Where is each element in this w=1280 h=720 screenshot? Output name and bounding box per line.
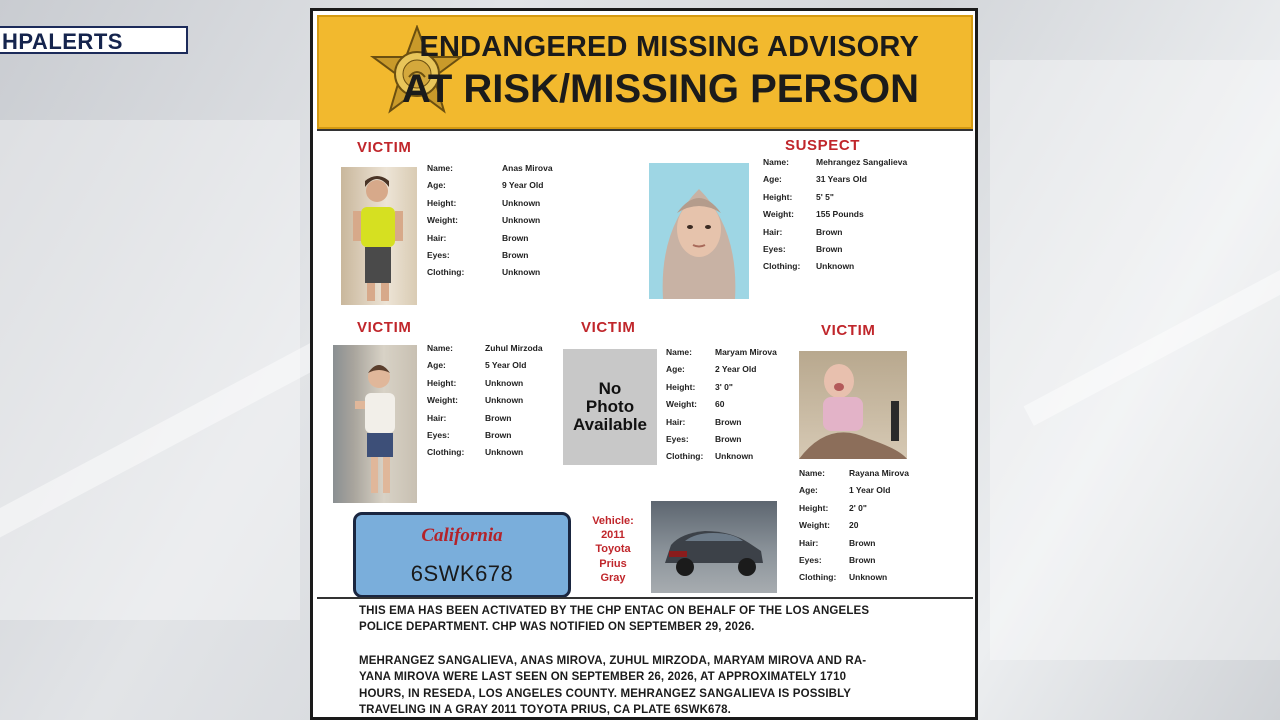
victim-photo-anas [341,167,417,305]
value-weight: Unknown [502,215,541,226]
label-name: Name: [427,343,453,353]
person-info-suspect [763,157,943,279]
label-weight: Weight: [799,520,831,531]
value-age: 5 Year Old [485,360,527,371]
value-clothing: Unknown [502,267,541,278]
label-name: Name: [763,157,789,167]
value-height: Unknown [502,197,541,208]
vehicle-photo [651,501,777,593]
label-name: Name: [799,468,825,478]
value-clothing: Unknown [485,447,524,458]
header-divider [317,129,973,131]
advisory-flyer [310,8,978,720]
label-age: Age: [799,485,818,496]
label-weight: Weight: [427,215,459,226]
label-name: Name: [666,347,692,357]
value-hair: Brown [849,537,876,548]
text-divider [317,597,973,599]
label-hair: Hair: [427,412,447,423]
label-age: Age: [666,364,685,375]
label-clothing: Clothing: [427,267,465,278]
paragraph-line: HOURS, IN RESEDA, LOS ANGELES COUNTY. MEHRANGEZ SANGALIEVA IS POSSIBLY [359,687,852,700]
value-age: 1 Year Old [849,485,891,496]
no-photo-text: No Photo Available [572,379,648,434]
value-weight: 20 [849,520,859,531]
label-height: Height: [799,502,829,513]
victim-label: VICTIM [357,139,412,156]
license-plate [353,512,571,598]
value-weight: 155 Pounds [816,209,864,220]
paragraph-line: MEHRANGEZ SANGALIEVA, ANAS MIROVA, ZUHUL MIRZODA, MARYAM MIROVA AND RA- [359,655,867,667]
paragraph-line: YANA MIROVA WERE LAST SEEN ON SEPTEMBER 26, 2026, AT APPROXIMATELY 1710 [359,671,847,684]
label-height: Height: [763,191,793,202]
value-name: Anas Mirova [502,163,553,173]
label-age: Age: [427,180,446,191]
header-title: ENDANGERED MISSING ADVISORY [419,31,919,63]
channel-bug-label: HPALERTS [2,29,123,54]
flyer-header [317,15,973,129]
label-height: Height: [666,381,696,392]
victim-label: VICTIM [821,322,876,339]
label-height: Height: [427,197,457,208]
label-hair: Hair: [666,416,686,427]
suspect-photo [649,163,749,299]
value-age: 31 Years Old [816,174,867,185]
label-age: Age: [427,360,446,371]
vehicle-line: 2011 [601,529,625,542]
label-eyes: Eyes: [763,243,786,254]
vehicle-line: Vehicle: [592,515,634,527]
label-eyes: Eyes: [427,249,450,260]
value-hair: Brown [715,416,742,427]
label-clothing: Clothing: [763,261,801,272]
suspect-label: SUSPECT [785,137,861,154]
label-eyes: Eyes: [427,429,450,440]
label-clothing: Clothing: [799,572,837,583]
paragraph-line: THIS EMA HAS BEEN ACTIVATED BY THE CHP ENTAC ON BEHALF OF THE LOS ANGELES [359,605,870,617]
value-hair: Brown [816,226,843,237]
value-eyes: Brown [502,249,529,260]
vehicle-line: Toyota [595,543,631,556]
advisory-paragraph-1 [359,603,949,636]
value-clothing: Unknown [849,572,888,583]
victim-photo-zuhul [333,345,417,503]
value-name: Rayana Mirova [849,468,909,478]
value-eyes: Brown [849,554,876,565]
label-eyes: Eyes: [666,433,689,444]
value-name: Zuhul Mirzoda [485,343,543,353]
vehicle-description [581,514,645,585]
advisory-paragraph-2 [359,653,949,719]
value-weight: Unknown [485,395,524,406]
label-weight: Weight: [666,399,698,410]
value-weight: 60 [715,399,725,410]
label-hair: Hair: [763,226,783,237]
plate-number: 6SWK678 [410,561,514,586]
label-hair: Hair: [799,537,819,548]
channel-bug [0,26,188,54]
label-age: Age: [763,174,782,185]
label-eyes: Eyes: [799,554,822,565]
value-hair: Brown [502,232,529,243]
victim-label: VICTIM [357,319,412,336]
value-name: Maryam Mirova [715,347,777,357]
value-height: Unknown [485,377,524,388]
label-weight: Weight: [763,209,795,220]
vehicle-line: Gray [600,571,626,584]
no-photo-placeholder [563,349,657,465]
person-info-zuhul [427,343,567,465]
background-panel-left [0,120,300,620]
label-clothing: Clothing: [666,451,704,462]
value-height: 5' 5" [816,191,834,202]
person-info-maryam [666,347,806,469]
value-eyes: Brown [715,433,742,444]
label-height: Height: [427,377,457,388]
label-weight: Weight: [427,395,459,406]
value-hair: Brown [485,412,512,423]
victim-photo-rayana [799,351,907,459]
value-age: 9 Year Old [502,180,544,191]
plate-state: California [421,525,503,546]
paragraph-line: TRAVELING IN A GRAY 2011 TOYOTA PRIUS, CA PLATE 6SWK678. [359,704,732,717]
label-hair: Hair: [427,232,447,243]
value-eyes: Brown [485,429,512,440]
label-name: Name: [427,163,453,173]
person-info-rayana [799,468,939,590]
value-height: 2' 0" [849,502,867,513]
vehicle-line: Prius [599,557,627,570]
label-clothing: Clothing: [427,447,465,458]
value-name: Mehrangez Sangalieva [816,157,908,167]
header-subtitle: AT RISK/MISSING PERSON [401,67,919,111]
value-clothing: Unknown [715,451,754,462]
victim-label: VICTIM [581,319,636,336]
paragraph-line: POLICE DEPARTMENT. CHP WAS NOTIFIED ON SEPTEMBER 29, 2026. [359,621,755,634]
person-info-anas [427,163,577,285]
value-eyes: Brown [816,243,843,254]
value-age: 2 Year Old [715,364,757,375]
value-clothing: Unknown [816,261,855,272]
value-height: 3' 0" [715,381,733,392]
